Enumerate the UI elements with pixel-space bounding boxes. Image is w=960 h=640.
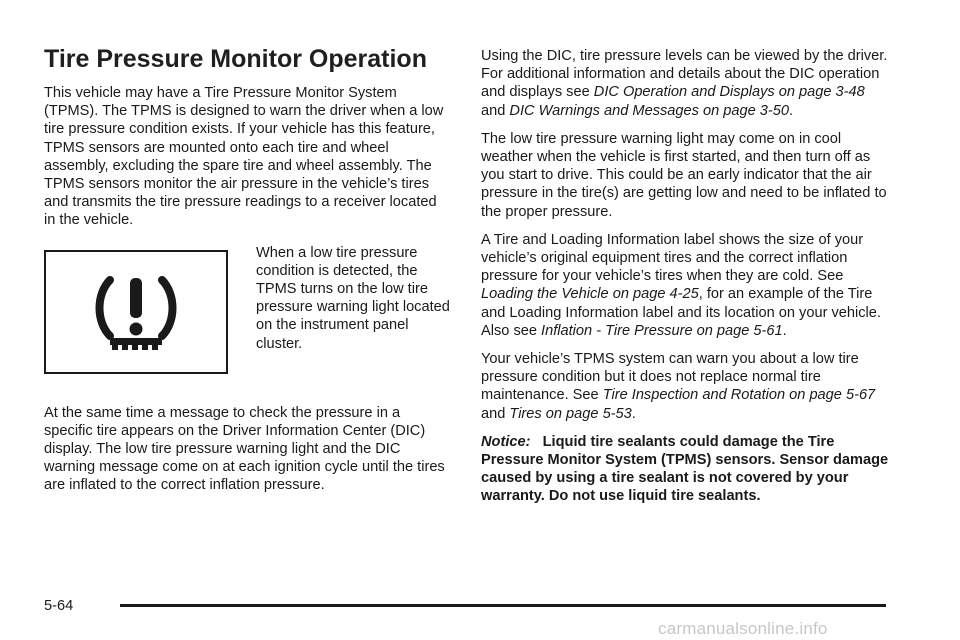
warning-light-figure [44,244,452,394]
left-column [44,44,452,505]
notice-paragraph [481,433,891,506]
tire-pressure-warning-icon [92,272,180,354]
link-dic-warnings[interactable]: DIC Warnings and Messages on page 3-50 [509,102,790,119]
warning-light-caption: When a low tire pressure condition is detected, the TPMS turns on the low tire pressure warning light located on the instrument panel cluster. [256,244,450,352]
link-dic-operation[interactable]: DIC Operation and Displays on page 3-48 [593,84,865,101]
cool-weather-paragraph: The low tire pressure warning light may come on in cool weather when the vehicle is first started, and then turn off as you start to drive. This could be an early indicator that the air pressure in the tire(s) are getting low and need to be inflated to the proper pressure. [481,130,887,220]
link-loading-vehicle[interactable]: Loading the Vehicle on page 4-25 [481,286,699,303]
watermark: carmanualsonline.info [658,619,828,638]
intro-paragraph: This vehicle may have a Tire Pressure Monitor System (TPMS). The TPMS is designed to warn the driver when a low tire pressure condition exists. If your vehicle has this feature, TPMS sensors are mounted onto each tire and wheel assembly, excluding the spare tire and wheel assembly. The TPMS sensors monitor the air pressure in the vehicle’s tires and transmits the tire pressure readings to a receiver located in the vehicle. [44,85,444,229]
link-inflation[interactable]: Inflation - Tire Pressure on page 5-61 [541,322,783,339]
dic-paragraph: Using the DIC, tire pressure levels can be viewed by the driver. For additional information and details about the DIC operation and displays see DIC Operation and Displays on page 3-48 and DIC Warnings and Messages on page 3-50. [481,48,888,119]
page-number: 5-64 [44,598,74,614]
link-tires[interactable]: Tires on page 5-53 [509,405,632,422]
footer-divider [120,604,886,607]
dic-message-paragraph: At the same time a message to check the pressure in a specific tire appears on the Driver Information Center (DIC) display. The low tire pressure warning light and the DIC warning message come on at each ignition cycle until the tires are inflated to the correct inflation pressure. [44,404,445,494]
notice-text: Liquid tire sealants could damage the Tire Pressure Monitor System (TPMS) sensors. Sensor damage caused by using a tire sealant is not covered by your warranty. Do not use liquid tire sealants. [481,433,889,505]
notice-label: Notice: [481,433,531,450]
warning-light-frame [44,250,228,374]
section-title: Tire Pressure Monitor Operation [44,45,427,73]
maintenance-paragraph: Your vehicle’s TPMS system can warn you about a low tire pressure condition but it does not replace normal tire maintenance. See Tire Inspection and Rotation on page 5-67 and Tires on page 5-53. [481,351,876,422]
tire-label-paragraph: A Tire and Loading Information label shows the size of your vehicle’s original equipment tires and the correct inflation pressure for your vehicle’s tires when they are cold. See Loading the Vehicle on page 4-25, for an example of the Tire and Loading Information label and its location on your vehicle. Also see Inflation - Tire Pressure on page 5-61. [481,231,881,339]
link-tire-inspection[interactable]: Tire Inspection and Rotation on page 5-67 [602,387,876,404]
right-column [481,47,891,516]
